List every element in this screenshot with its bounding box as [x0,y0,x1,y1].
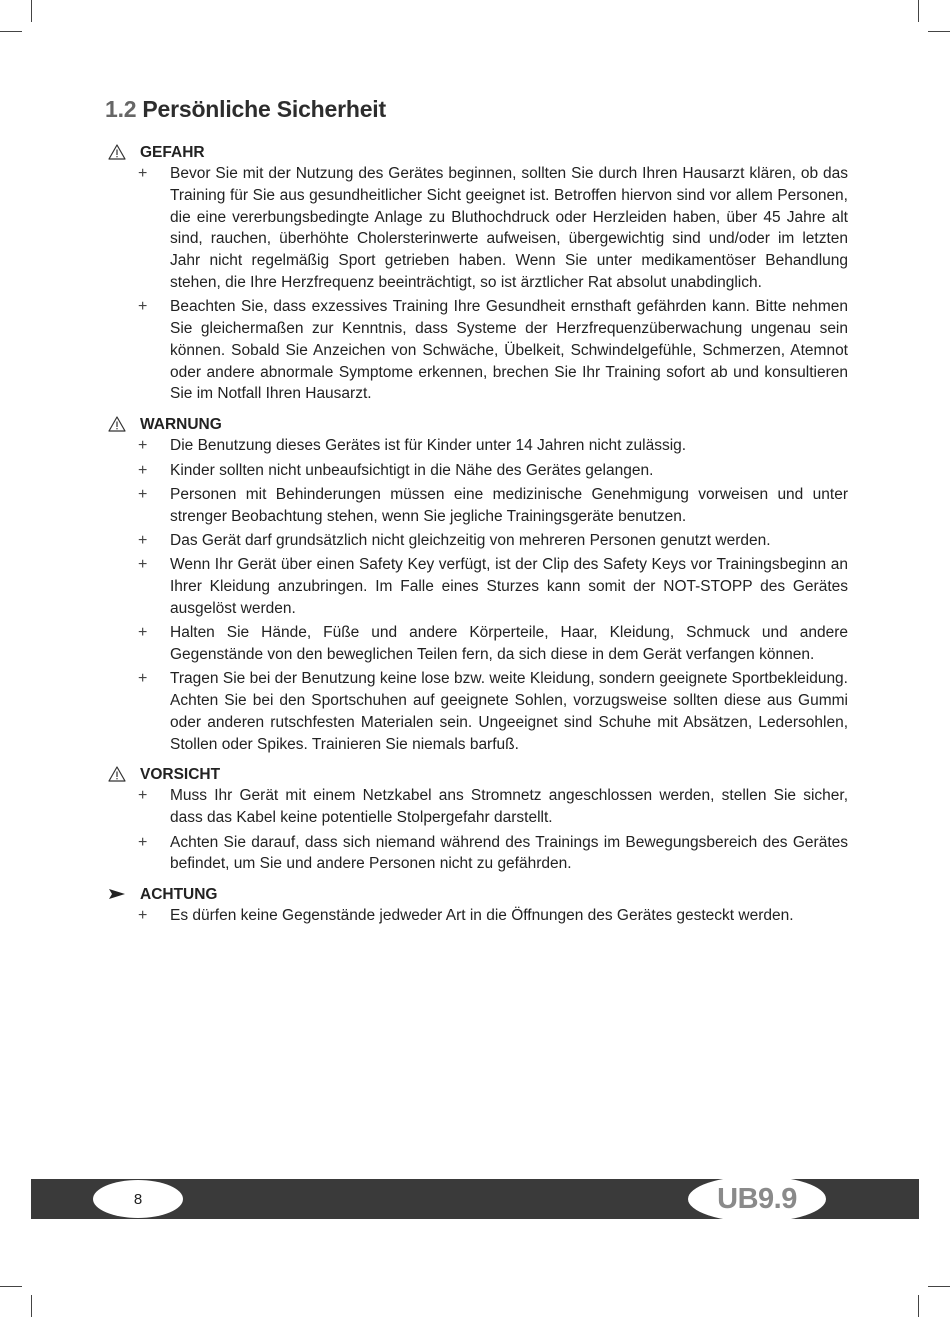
warning-triangle-icon [108,766,128,784]
model-name: UB9.9 [717,1182,797,1215]
plus-bullet-icon: + [138,833,148,851]
list-item [108,832,848,876]
section-heading [108,884,848,905]
plus-bullet-icon: + [138,461,148,479]
list-item [108,530,848,552]
model-name-pill [688,1176,826,1222]
section-heading [108,142,848,163]
plus-bullet-icon: + [138,485,148,503]
list-item [108,554,848,619]
list-item-text: Bevor Sie mit der Nutzung des Gerätes beginnen, sollten Sie durch Ihren Hausarzt klären, ob das Training für Sie aus gesundheitlicher Sicht geeignet ist. Betroffen hiervon sind vor allem Personen, die eine vererbungsbedingte Anlage zu Bluthochdruck oder Herzleiden haben, über 45 Jahre alt sind, rauchen, überhöhte Cholersterinwerte aufweisen, übergewichtig sind und/oder im letzten Jahr nicht regelmäßig Sport getrieben haben. Wenn Sie unter medikamentöser Behandlung stehen, die Ihre Herzfrequenz beeinträchtigt, so ist ärztlicher Rat absolut unabdinglich. [170,165,848,291]
plus-bullet-icon: + [138,556,148,574]
list-item-text: Halten Sie Hände, Füße und andere Körperteile, Haar, Kleidung, Schmuck und andere Gegenstände von den beweglichen Teilen fern, da sich diese in dem Gerät verfangen können. [170,624,848,663]
plus-bullet-icon: + [138,298,148,316]
crop-mark [928,31,950,32]
section-label: GEFAHR [140,144,205,161]
page-number-pill [93,1180,183,1218]
crop-mark [918,1295,919,1317]
list-item-text: Die Benutzung dieses Gerätes ist für Kinder unter 14 Jahren nicht zulässig. [170,437,687,455]
section-label: ACHTUNG [140,886,218,904]
crop-mark [0,1286,22,1287]
warning-triangle-icon [108,144,128,162]
safety-section-gefahr [108,142,848,405]
section-title [105,96,386,123]
safety-content [108,142,848,936]
list-item-text: Das Gerät darf grundsätzlich nicht gleichzeitig von mehreren Personen genutzt werden. [170,531,771,549]
warning-triangle-icon [108,416,128,434]
flag-arrow-icon [108,887,128,905]
list-item [108,460,848,482]
plus-bullet-icon: + [138,624,148,642]
list-item [108,435,848,457]
section-heading [108,764,848,785]
safety-section-vorsicht [108,764,848,875]
list-item-text: Tragen Sie bei der Benutzung keine lose bzw. weite Kleidung, sondern geeignete Sportbekleidung. Achten Sie bei den Sportschuhen auf geeignete Sohlen, vorzugsweise sollten diese aus Gummi oder anderen rutschfesten Materialen sein. Ungeeignet sind Schuhe mit Absätzen, Ledersohlen, Stollen oder Spikes. Trainieren Sie niemals barfuß. [170,670,848,753]
list-item [108,163,848,294]
list-item [108,668,848,755]
list-item-text: Kinder sollten nicht unbeaufsichtigt in die Nähe des Gerätes gelangen. [170,461,654,479]
crop-mark [928,1286,950,1287]
plus-bullet-icon: + [138,165,148,182]
list-item-text: Personen mit Behinderungen müssen eine medizinische Genehmigung vorweisen und unter strenger Beobachtung stehen, wenn Sie jegliche Trainingsgeräte benutzen. [170,485,848,525]
plus-bullet-icon: + [138,907,148,925]
crop-mark [31,1295,32,1317]
plus-bullet-icon: + [138,531,148,549]
list-item [108,484,848,528]
plus-bullet-icon: + [138,437,148,455]
list-item-text: Es dürfen keine Gegenstände jedweder Art in die Öffnungen des Gerätes gesteckt werden. [170,907,794,925]
section-title-text: Persönliche Sicherheit [142,96,386,122]
list-item-text: Achten Sie darauf, dass sich niemand während des Trainings im Bewegungsbereich des Gerätes befindet, um Sie und andere Personen nicht zu gefährden. [170,833,848,873]
list-item-text: Wenn Ihr Gerät über einen Safety Key verfügt, ist der Clip des Safety Keys vor Trainingsbeginn an Ihrer Kleidung anzubringen. Im Falle eines Sturzes kann somit der NOT-STOPP des Gerätes ausgelöst werden. [170,556,848,617]
list-item [108,622,848,666]
crop-mark [31,0,32,22]
section-number: 1.2 [105,96,137,122]
plus-bullet-icon: + [138,670,148,688]
crop-mark [0,31,22,32]
section-heading [108,414,848,435]
plus-bullet-icon: + [138,787,148,805]
list-item [108,296,848,405]
safety-section-warnung [108,414,848,755]
page-number: 8 [133,1190,143,1208]
crop-mark [918,0,919,22]
section-label: WARNUNG [140,416,222,434]
list-item-text: Muss Ihr Gerät mit einem Netzkabel ans Stromnetz angeschlossen werden, stellen Sie sicher, dass das Kabel keine potentielle Stolpergefahr darstellt. [170,787,848,827]
section-label: VORSICHT [140,766,221,784]
list-item [108,905,848,927]
safety-section-achtung [108,884,848,927]
list-item [108,785,848,829]
list-item-text: Beachten Sie, dass exzessives Training Ihre Gesundheit ernsthaft gefährden kann. Bitte nehmen Sie gleichermaßen zur Kenntnis, dass Systeme der Herzfrequenzüberwachung ungenau sein können. Sobald Sie Anzeichen von Schwäche, Übelkeit, Schwindelgefühle, Schmerzen, Atemnot oder andere abnormale Symptome erkennen, brechen Sie Ihr Training sofort ab und konsultieren Sie im Notfall Ihren Hausarzt. [170,298,848,403]
